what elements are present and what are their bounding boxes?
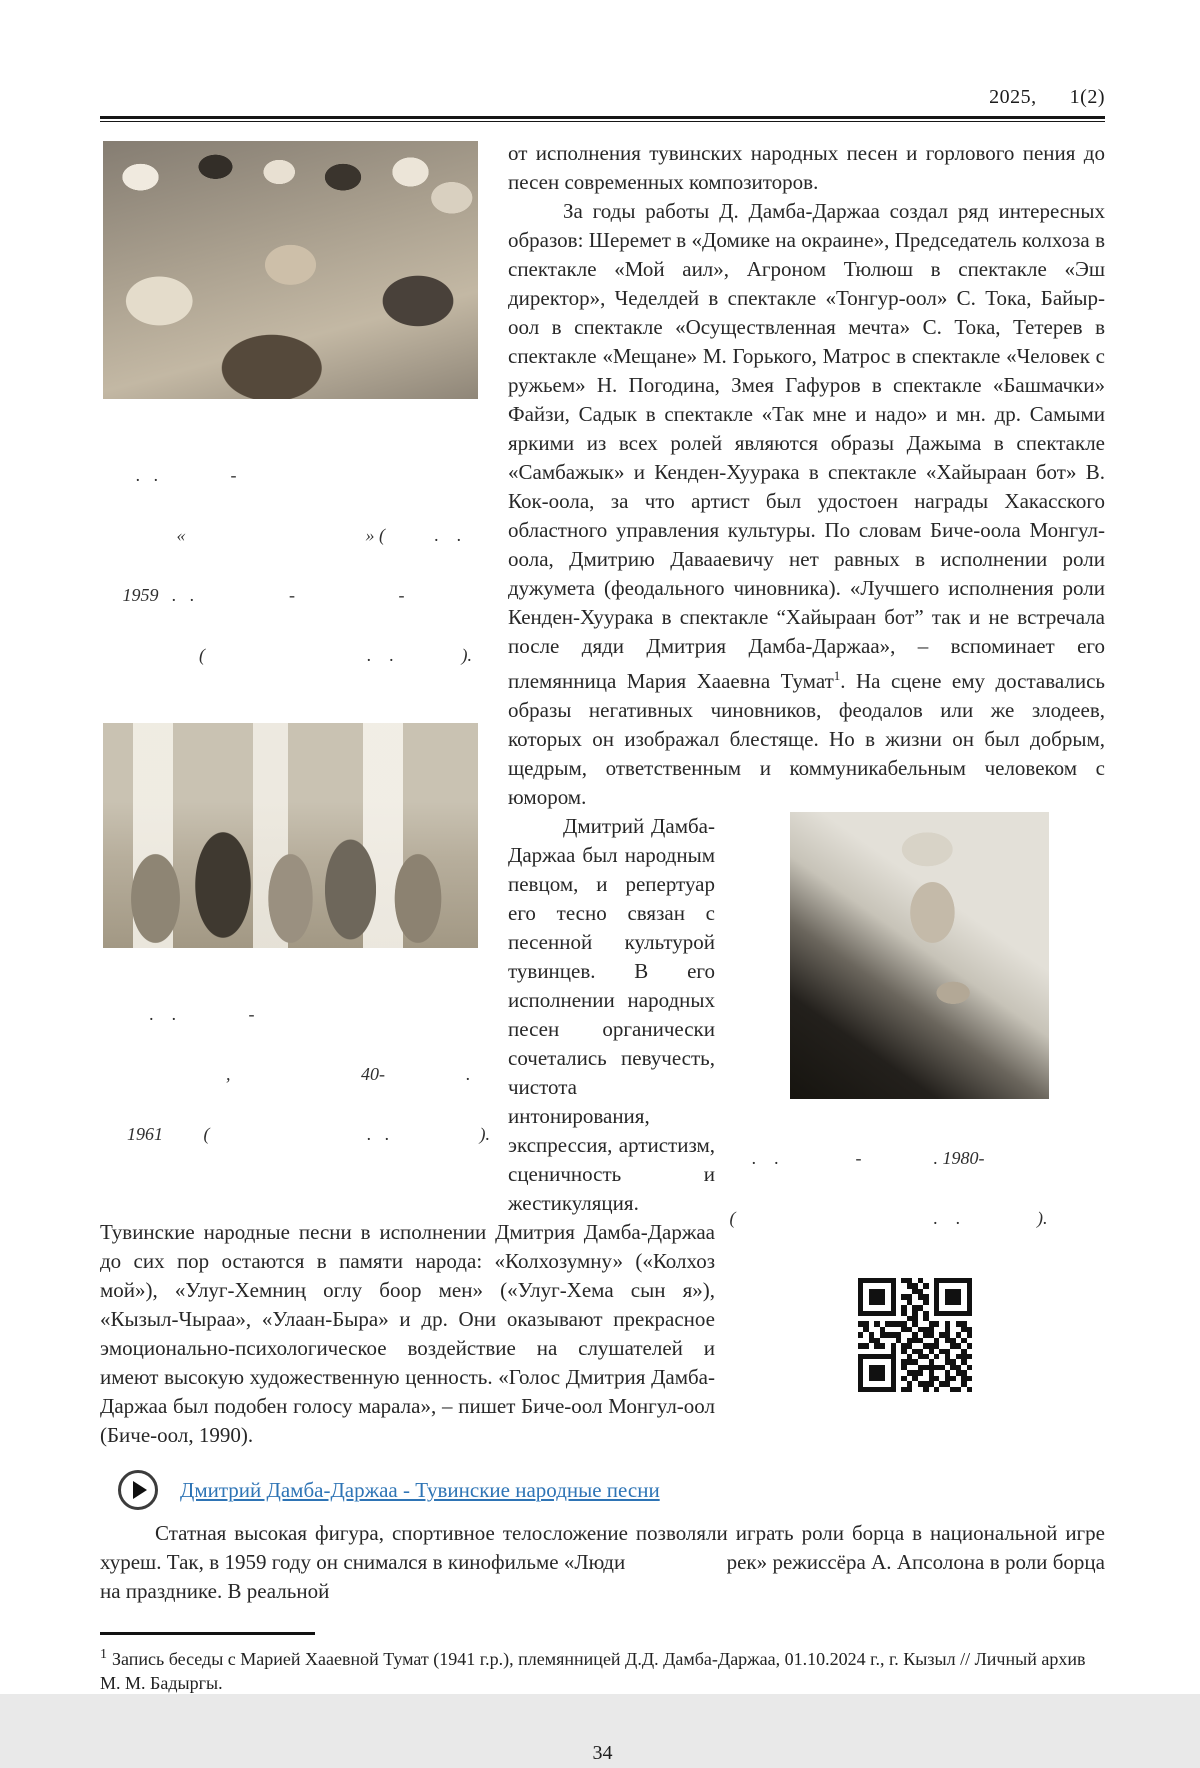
caption-line: ( . . ). bbox=[100, 645, 472, 665]
body-paragraph-1: от исполнения тувинских народных песен и горлового пения до песен современных композиторов. bbox=[508, 141, 1105, 194]
qr-code bbox=[858, 1278, 972, 1392]
play-button[interactable] bbox=[118, 1470, 158, 1510]
footnote-text: Запись беседы с Марией Хааевной Тумат (1941 г.р.), племянницей Д.Д. Дамба-Даржаа, 01.10.2024 г., г. Кызыл // Личный архив М. М. Бадыргы. bbox=[100, 1649, 1086, 1693]
article-body bbox=[100, 139, 1105, 1768]
photo-2-caption bbox=[100, 964, 490, 1184]
portrait-1980s-image bbox=[790, 812, 1049, 1099]
page-header bbox=[100, 0, 1105, 109]
caption-line: , 40- . bbox=[100, 1064, 471, 1084]
portrait-caption bbox=[725, 1108, 1105, 1268]
audio-link-row bbox=[118, 1470, 1105, 1510]
footnote-marker: 1 bbox=[100, 1647, 107, 1662]
page-number: 34 bbox=[592, 1742, 613, 1764]
body-paragraph-4: Статная высокая фигура, спортивное телосложение позволяли играть роли борца в национальной игре хуреш. Так, в 1959 году он снимался в кинофильме «Люди рек» режиссёра А. Апсолона в роли борца на празднике. В реальной bbox=[100, 1521, 1105, 1603]
right-portrait-column bbox=[725, 812, 1105, 1392]
audio-track-link[interactable]: Дмитрий Дамба-Даржаа - Тувинские народные песни bbox=[180, 1477, 660, 1502]
body-paragraph-3: Дмитрий Дамба-Даржаа был народным певцом, и репертуар его тесно связан с песенной культурой тувинцев. В его исполнении народных песен органически сочетались певучесть, чистота интонирования, экспрессия, артистизм, сценичность и жестикуляция. Тувинские народные песни в исполнении Дмитрия Дамба-Даржаа до сих пор остаются в памяти народа: «Колхозумну» («Колхоз мой»), «Улуг-Хемниң оглу боор мен» («Улуг-Хема сын я»), «Кызыл-Чыраа», «Улаан-Быра» и др. Они оказывают прекрасное эмоционально-психологическое воздействие на слушателей и имеют высокую художественную ценность. «Голос Дмитрия Дамба-Даржаа был подобен голосу марала», – пишет Биче-оол Монгул-оол (Биче-оол, 1990). bbox=[100, 814, 715, 1447]
footnote-divider bbox=[100, 1632, 315, 1635]
caption-line: 1961 ( . . ). bbox=[100, 1124, 490, 1144]
caption-line: . . - bbox=[100, 465, 237, 485]
caption-line: « » ( . . bbox=[100, 525, 462, 545]
paragraph-2-text: За годы работы Д. Дамба-Даржаа создал ряд интересных образов: Шеремет в «Домике на окраине», Председатель колхоза в спектакле «Мой аил», Агроном Тюлюш в спектакле «Эш директор», Чеделдей в спектакле «Тонгур-оол» С. Тока, Байыр-оол в спектакле «Осуществленная мечта» С. Тока, Тетерев в спектакле «Мещане» М. Горького, Матрос в спектакле «Человек с ружьем» Н. Погодина, Змея Гафуров в спектакле «Башмачки» Файзи, Садык в спектакле «Так мне и надо» и мн. др. Самыми яркими из всех ролей являются образы Дажыма в спектакле «Самбажык» и Кенден-Хуурака в спектакле «Хайыраан бот» В. Кок-оола, за что артист был удостоен награды Хакасского областного управления культуры. По словам Биче-оола Монгул-оола, Дмитрию Давааевичу нет равных в исполнении роли дужумета (феодального чиновника). «Лучшего исполнения роли Кенден-Хуурака в спектакле “Хайыраан бот” так и не встречала после дяди Дмитрия Дамба-Даржаа», – вспоминает его племянница Мария Хааевна Тумат bbox=[508, 199, 1105, 693]
photo-1-caption bbox=[100, 425, 480, 705]
caption-line: . . - bbox=[100, 1004, 255, 1024]
photo-group-1959-image bbox=[103, 141, 478, 399]
play-icon bbox=[133, 1481, 147, 1499]
footnote bbox=[100, 1643, 1105, 1695]
paragraph-2-text-continued: . На сцене ему доставались образы негативных чиновников, феодалов или же злодеев, которых он изображал блестяще. Но в жизни он был добрым, щедрым, ответственным и коммуникабельным человеком с юмором. bbox=[508, 669, 1106, 809]
caption-line: . . - . 1980- bbox=[725, 1148, 985, 1168]
header-divider bbox=[100, 116, 1105, 122]
caption-line: ( . . ). bbox=[725, 1208, 1048, 1228]
photo-group-1961-image bbox=[103, 723, 478, 948]
left-photo-column bbox=[100, 141, 490, 1184]
caption-line: 1959 . . - - bbox=[100, 585, 405, 605]
footnote-reference-marker: 1 bbox=[833, 668, 841, 683]
journal-issue-label: 2025, 1(2) bbox=[989, 86, 1105, 108]
